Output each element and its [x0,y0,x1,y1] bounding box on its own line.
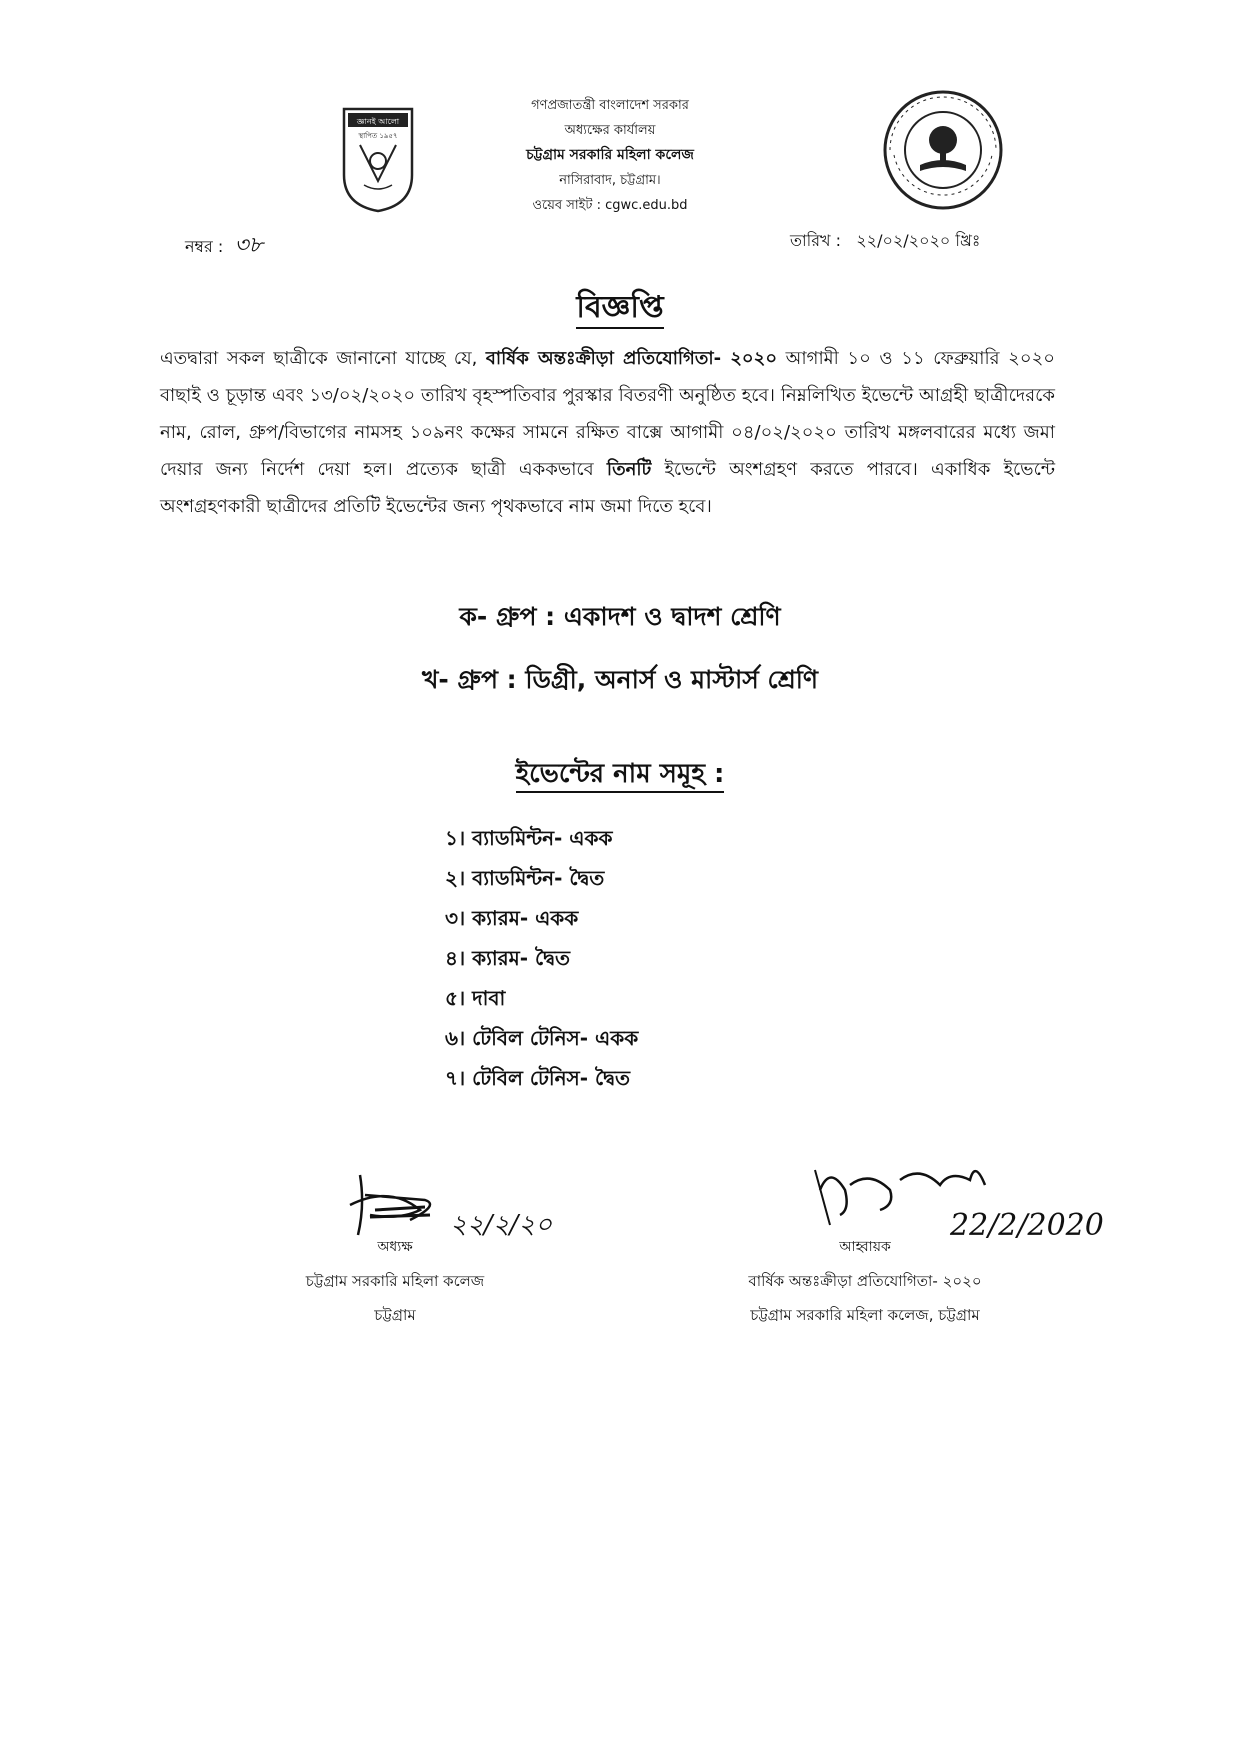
events-heading-text: ইভেন্টের নাম সমূহ : [516,759,725,793]
memo-date [790,228,980,255]
principal-place: চট্টগ্রাম [374,1306,416,1324]
government-name: গণপ্রজাতন্ত্রী বাংলাদেশ সরকার [531,98,689,113]
convener-signature-date: 22/2/2020 [950,1208,1104,1240]
list-item: ৬। টেবিল টেনিস- একক [445,1026,639,1050]
principal-org: চট্টগ্রাম সরকারি মহিলা কলেজ [305,1272,485,1290]
memo-date-label: তারিখ : [790,231,842,250]
body-part-3: ইভেন্টে অংশগ্রহণ করতে পারবে। একাধিক ইভেন্টে অংশগ্রহণকারী ছাত্রীদের প্রতিটি ইভেন্টের জন্য পৃথকভাবে নাম জমা দিতে হবে। [160,459,1055,517]
body-part-1: এতদ্বারা সকল ছাত্রীকে জানানো যাচ্ছে যে, [160,348,486,369]
memo-date-value: ২২/০২/২০২০ খ্রিঃ [856,231,981,250]
convener-org: বার্ষিক অন্তঃক্রীড়া প্রতিযোগিতা- ২০২০ [748,1272,982,1290]
principal-signature-block [230,1230,560,1332]
notice-title [0,283,1240,334]
office-name: অধ্যক্ষের কার্যালয় [564,123,656,138]
list-item: ৪। ক্যারম- দ্বৈত [445,946,571,970]
group-b: খ- গ্রুপ : ডিগ্রী, অনার্স ও মাস্টার্স শ্রেণি [421,665,819,694]
memo-number-value: ৩৮ [234,233,263,258]
college-logo-icon [340,105,416,215]
logo-motto: জ্ঞানই আলো [356,117,400,126]
list-item: ৫। দাবা [445,986,506,1010]
list-item: ২। ব্যাডমিন্টন- দ্বৈত [445,866,605,890]
slogan-seal-icon [878,85,1008,215]
memo-number-label: নম্বর : [185,237,224,256]
events-list [445,818,638,1098]
memo-number [185,228,263,265]
principal-signature-date: ২২/২/২০ [450,1210,553,1240]
convener-role: আহ্বায়ক [839,1239,891,1255]
list-item: ৩। ক্যারম- একক [445,906,579,930]
body-competition-name: বার্ষিক অন্তঃক্রীড়া প্রতিযোগিতা- ২০২০ [485,348,778,369]
list-item: ৭। টেবিল টেনিস- দ্বৈত [445,1066,630,1090]
logo-established: স্থাপিত ১৯৫৭ [358,132,398,140]
convener-signature [800,1150,1130,1240]
list-item: ১। ব্যাডমিন্টন- একক [445,826,613,850]
body-event-count: তিনটি [606,459,652,480]
notice-title-text: বিজ্ঞপ্তি [576,290,663,329]
letterhead [440,93,780,218]
principal-role: অধ্যক্ষ [377,1239,413,1255]
group-a: ক- গ্রুপ : একাদশ ও দ্বাদশ শ্রেণি [459,602,781,631]
college-name: চট্টগ্রাম সরকারি মহিলা কলেজ [526,147,694,163]
convener-place: চট্টগ্রাম সরকারি মহিলা কলেজ, চট্টগ্রাম [750,1306,980,1324]
notice-body [160,340,1055,525]
body-part-2: আগামী ১০ ও ১১ ফেব্রুয়ারি ২০২০ বাছাই ও চূড়ান্ত এবং ১৩/০২/২০২০ তারিখ বৃহস্পতিবার পুরস্কার বিতরণী অনুষ্ঠিত হবে। নিম্নলিখিত ইভেন্টে আগ্রহী ছাত্রীদেরকে নাম, রোল, গ্রুপ/বিভাগের নামসহ ১০৯নং কক্ষের সামনে রক্ষিত বাক্সে আগামী ০৪/০২/২০২০ তারিখ মঙ্গলবারের মধ্যে জমা দেয়ার জন্য নির্দেশ দেয়া হল। প্রত্যেক ছাত্রী এককভাবে [160,348,1055,480]
convener-signature-block [700,1230,1030,1332]
events-heading [0,753,1240,797]
website-line: ওয়েব সাইট : cgwc.edu.bd [532,198,688,213]
college-address: নাসিরাবাদ, চট্টগ্রাম। [559,173,661,188]
